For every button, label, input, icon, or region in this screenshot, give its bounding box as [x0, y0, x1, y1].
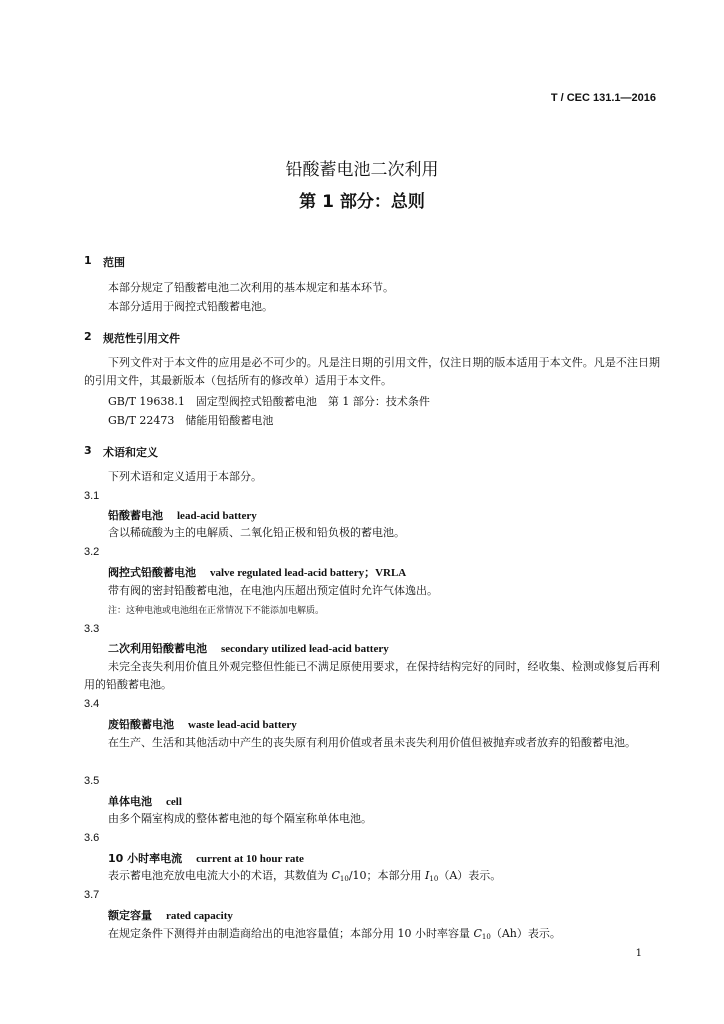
standard-id: T / CEC 131.1—2016 — [550, 92, 656, 104]
term-title — [108, 716, 297, 732]
term-zh: 阀控式铅酸蓄电池 — [108, 566, 196, 579]
reference-1: GB/T 19638.1 固定型阀控式铅酸蓄电池 第 1 部分：技术条件 — [108, 395, 430, 408]
document-title: 铅酸蓄电池二次利用 — [285, 160, 439, 180]
term-en: cell — [166, 796, 182, 808]
term-number: 3.7 — [84, 889, 100, 901]
section-3-number: 3 — [84, 444, 92, 457]
section-1-para-2: 本部分适用于阀控式铅酸蓄电池。 — [108, 300, 273, 313]
term-number: 3.2 — [84, 546, 100, 558]
term-en: lead-acid battery — [177, 510, 257, 522]
term-en: secondary utilized lead-acid battery — [221, 643, 389, 655]
term-definition: 在规定条件下测得并由制造商给出的电池容量值；本部分用 10 小时率容量 $C_{10}(Ah)$表示。 — [108, 927, 561, 941]
section-2-title: 规范性引用文件 — [103, 332, 180, 345]
term-title — [108, 907, 233, 923]
section-1-para-1: 本部分规定了铅酸蓄电池二次利用的基本规定和基本环节。 — [108, 281, 394, 294]
term-title — [108, 507, 257, 523]
term-definition: 在生产、生活和其他活动中产生的丧失原有利用价值或者虽未丧失利用价值但被抛弃或者放弃的铅酸蓄电池。 — [108, 736, 636, 749]
page-number: 1 — [635, 948, 642, 959]
term-number: 3.5 — [84, 775, 100, 787]
term-zh: 二次利用铅酸蓄电池 — [108, 642, 207, 655]
term-zh: 额定容量 — [108, 909, 152, 922]
term-en: current at 10 hour rate — [196, 853, 304, 865]
term-number: 3.6 — [84, 832, 100, 844]
term-en: rated capacity — [166, 910, 233, 922]
section-3-para-1: 下列术语和定义适用于本部分。 — [108, 470, 262, 483]
term-zh: 单体电池 — [108, 795, 152, 808]
section-1-number: 1 — [84, 254, 92, 267]
term-title — [108, 640, 389, 656]
term-definition: 带有阀的密封铅酸蓄电池，在电池内压超出预定值时允许气体逸出。 — [108, 584, 438, 597]
term-definition: 表示蓄电池充放电电流大小的术语，其数值为 $C_{10}/10$；本部分用 $I_{10}(A)$表示。 — [108, 869, 502, 883]
term-definition: 含以稀硫酸为主的电解质、二氧化铅正极和铅负极的蓄电池。 — [108, 526, 405, 539]
section-3-title: 术语和定义 — [103, 446, 158, 459]
term-number: 3.1 — [84, 490, 100, 502]
term-title — [108, 564, 406, 580]
term-title — [108, 793, 182, 809]
section-2-para-1: 下列文件对于本文件的应用是必不可少的。凡是注日期的引用文件，仅注日期的版本适用于本文件。凡是不注日期的引用文件，其最新版本（包括所有的修改单）适用于本文件。 — [84, 356, 660, 387]
term-title — [108, 850, 304, 866]
document-subtitle: 第 1 部分：总则 — [299, 192, 425, 212]
term-definition: 未完全丧失利用价值且外观完整但性能已不满足原使用要求，在保持结构完好的同时，经收集、检测或修复后再利用的铅酸蓄电池。 — [84, 660, 660, 691]
term-number: 3.3 — [84, 623, 100, 635]
section-1-title: 范围 — [103, 256, 125, 269]
term-en: waste lead-acid battery — [188, 719, 297, 731]
term-note: 注：这种电池或电池组在正常情况下不能添加电解质。 — [108, 606, 325, 616]
term-zh: 废铅酸蓄电池 — [108, 718, 174, 731]
term-zh: 10 小时率电流 — [108, 852, 183, 865]
term-number: 3.4 — [84, 698, 100, 710]
section-2-number: 2 — [84, 330, 92, 343]
reference-2: GB/T 22473 储能用铅酸蓄电池 — [108, 414, 274, 427]
term-zh: 铅酸蓄电池 — [108, 509, 163, 522]
term-definition: 由多个隔室构成的整体蓄电池的每个隔室称单体电池。 — [108, 812, 372, 825]
term-en: valve regulated lead-acid battery；VRLA — [210, 567, 407, 579]
